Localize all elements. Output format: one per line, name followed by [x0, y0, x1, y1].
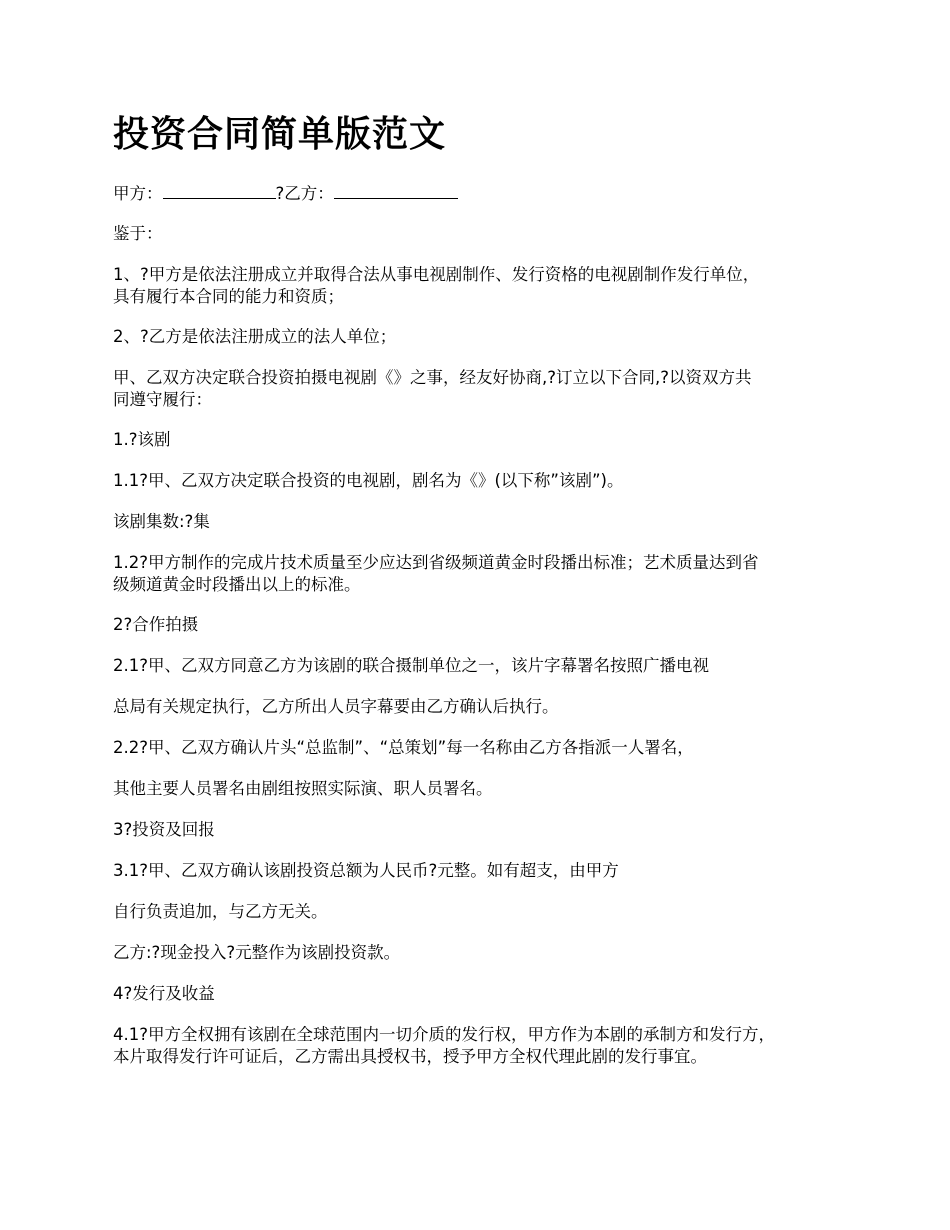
- section-2-1-line-2: 总局有关规定执行，乙方所出人员字幕要由乙方确认后执行。: [113, 697, 559, 716]
- section-4-1-line-1: 4.1?甲方全权拥有该剧在全球范围内一切介质的发行权，甲方作为本剧的承制方和发行方，: [113, 1025, 775, 1044]
- section-2-heading: 2?合作拍摄: [113, 615, 199, 634]
- section-1-2-line-2: 级频道黄金时段播出以上的标准。: [113, 575, 361, 594]
- section-3-1-line-1: 3.1?甲、乙双方确认该剧投资总额为人民币?元整。如有超支，由甲方: [113, 861, 619, 880]
- party-a-blank: [163, 182, 276, 199]
- section-1-1: 1.1?甲、乙双方决定联合投资的电视剧，剧名为《》(以下称”该剧”)。: [113, 471, 624, 490]
- episode-count: 该剧集数:?集: [113, 512, 210, 531]
- section-1-2-line-1: 1.2?甲方制作的完成片技术质量至少应达到省级频道黄金时段播出标准；艺术质量达到省: [113, 553, 759, 572]
- party-b-label: ?乙方：: [275, 184, 334, 203]
- clause-1-line-2: 具有履行本合同的能力和资质；: [113, 287, 344, 306]
- section-1-heading: 1.?该剧: [113, 430, 171, 449]
- section-4-heading: 4?发行及收益: [113, 984, 215, 1003]
- document-title: 投资合同简单版范文: [113, 114, 447, 155]
- clause-1-line-1: 1、?甲方是依法注册成立并取得合法从事电视剧制作、发行资格的电视剧制作发行单位，: [113, 265, 760, 284]
- section-3-heading: 3?投资及回报: [113, 820, 215, 839]
- section-3-1-line-2: 自行负责追加，与乙方无关。: [113, 902, 328, 921]
- parties-line: [113, 182, 458, 205]
- clause-2: 2、?乙方是依法注册成立的法人单位；: [113, 327, 397, 346]
- preamble-line-1: 甲、乙双方决定联合投资拍摄电视剧《》之事，经友好协商,?订立以下合同,?以资双方共: [113, 368, 752, 387]
- preamble-line-2: 同遵守履行：: [113, 390, 212, 409]
- party-b-blank: [334, 182, 458, 199]
- section-2-1-line-1: 2.1?甲、乙双方同意乙方为该剧的联合摄制单位之一，该片字幕署名按照广播电视: [113, 656, 709, 675]
- section-4-1-line-2: 本片取得发行许可证后，乙方需出具授权书，授予甲方全权代理此剧的发行事宜。: [113, 1047, 707, 1066]
- section-3-party-b-investment: 乙方:?现金投入?元整作为该剧投资款。: [113, 943, 401, 962]
- section-2-2-line-1: 2.2?甲、乙双方确认片头“总监制”、“总策划”每一名称由乙方各指派一人署名，: [113, 738, 694, 757]
- party-a-label: 甲方：: [113, 184, 163, 203]
- section-2-2-line-2: 其他主要人员署名由剧组按照实际演、职人员署名。: [113, 779, 493, 798]
- whereas-label: 鉴于：: [113, 224, 163, 243]
